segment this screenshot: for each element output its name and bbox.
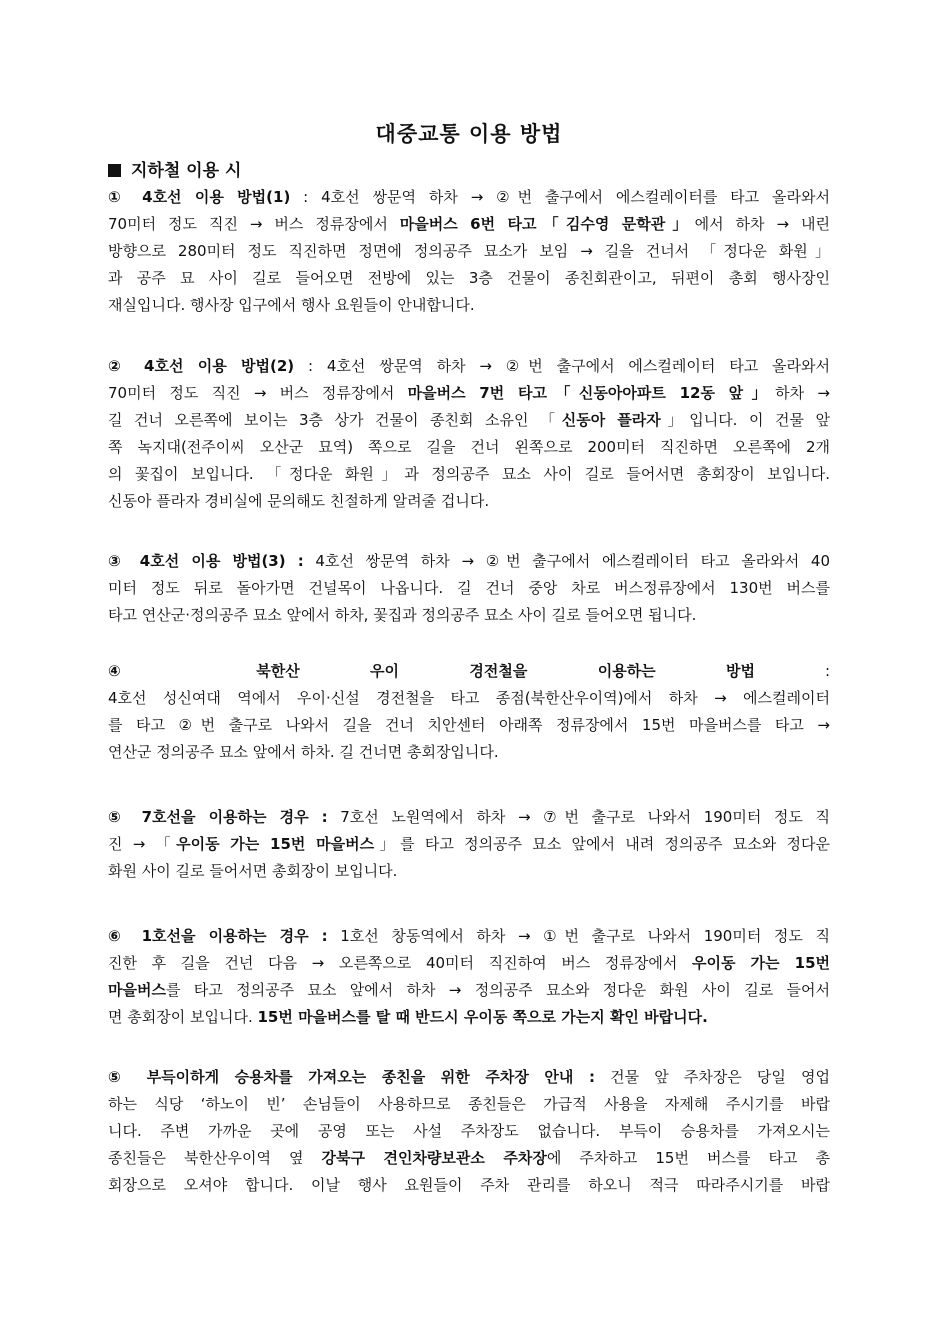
text-line [108, 739, 830, 766]
route-line4-method2 [108, 353, 830, 515]
text-run: 화원 사이 길로 들어서면 총회장이 보입니다. [108, 862, 398, 880]
text-line [108, 1145, 830, 1172]
text-run: 4호선 쌍문역 하차 → ②번 출구에서 에스컬레이터 타고 올라와서 40 [303, 552, 830, 570]
text-run: 70미터 정도 직진 → 버스 정류장에서 [108, 215, 400, 233]
text-line [108, 292, 830, 319]
text-run: 에서 하차 → 내린 [694, 215, 830, 233]
bold-text: 마을버스 [108, 981, 166, 999]
text-line [108, 685, 830, 712]
text-line [108, 1118, 830, 1145]
text-line [108, 658, 830, 685]
route-line7 [108, 804, 830, 885]
text-run: : [755, 662, 830, 680]
text-line [108, 1004, 830, 1031]
text-run: 미터 정도 뒤로 돌아가면 건널목이 나옵니다. 길 건너 중앙 차로 버스정류장에서 130번 버스를 [108, 579, 830, 597]
text-line [108, 831, 830, 858]
route-line1 [108, 923, 830, 1031]
text-run: 의 꽃집이 보입니다. 「정다운 화원」과 정의공주 묘소 사이 길로 들어서면 총회장이 보입니다. [108, 465, 830, 483]
text-line [108, 923, 830, 950]
text-line [108, 950, 830, 977]
text-run: 재실입니다. 행사장 입구에서 행사 요원들이 안내합니다. [108, 296, 475, 314]
text-run: : 4호선 쌍문역 하차 → ②번 출구에서 에스컬레이터를 타고 올라와서 [290, 188, 830, 206]
text-run: 」입니다. 이 건물 앞 [660, 411, 830, 429]
bold-text: ③ 4호선 이용 방법(3) : [108, 552, 304, 570]
text-line [108, 977, 830, 1004]
text-run: 길 건너 오른쪽에 보이는 3층 상가 건물이 종친회 소유인 「 [108, 411, 562, 429]
text-run: 건물 앞 주차장은 당일 영업 [594, 1068, 831, 1086]
text-run: : 4호선 쌍문역 하차 → ②번 출구에서 에스컬레이터 타고 올라와서 [294, 357, 830, 375]
text-run: 4호선 성신여대 역에서 우이·신설 경전철을 타고 종점(북한산우이역)에서 하차 → 에스컬레이터 [108, 689, 830, 707]
text-run: 쪽 녹지대(전주이씨 오산군 묘역) 쪽으로 길을 건너 왼쪽으로 200미터 직진하면 오른쪽에 2개 [108, 438, 830, 456]
text-line [108, 238, 830, 265]
text-line [108, 1172, 830, 1199]
text-run: 신동아 플라자 경비실에 문의해도 친절하게 알려줄 겁니다. [108, 492, 490, 510]
text-run: 회장으로 오셔야 합니다. 이날 행사 요원들이 주차 관리를 하오니 적극 따라주시기를 바랍 [108, 1176, 830, 1194]
text-line [108, 488, 830, 515]
text-line [108, 407, 830, 434]
bold-text: 우이동 가는 15번 [691, 954, 830, 972]
text-run: 하는 식당 ‘하노이 빈’ 손님들이 사용하므로 종친들은 가급적 사용을 자제해 주시기를 바랍 [108, 1095, 830, 1113]
bold-text: 우이동 가는 15번 마을버스 [176, 835, 375, 853]
text-line [108, 548, 830, 575]
parking-guide [108, 1064, 830, 1199]
text-line [108, 353, 830, 380]
bold-text: 마을버스 6번 타고「김수영 문학관」 [399, 215, 695, 233]
section-heading-label: 지하철 이용 시 [131, 161, 242, 181]
text-line [108, 184, 830, 211]
bold-text: ④ 북한산 우이 경전철을 이용하는 방법 [108, 662, 756, 680]
text-run: 를 타고 ②번 출구로 나와서 길을 건너 치안센터 아래쪽 정류장에서 15번 마을버스를 타고 → [108, 716, 830, 734]
text-line [108, 602, 830, 629]
text-run: 에 주차하고 15번 버스를 타고 총 [546, 1149, 830, 1167]
text-run: 면 총회장이 보입니다. [108, 1008, 258, 1026]
section-heading-subway [108, 156, 241, 181]
text-line [108, 1064, 830, 1091]
bold-text: ⑤ 7호선을 이용하는 경우 : [108, 808, 328, 826]
text-run: 연산군 정의공주 묘소 앞에서 하차. 길 건너면 총회장입니다. [108, 743, 499, 761]
text-run: 진 → 「 [108, 835, 177, 853]
square-bullet-icon [108, 164, 121, 177]
text-run: 하차 → [775, 384, 830, 402]
text-run: 종친들은 북한산우이역 옆 [108, 1149, 322, 1167]
text-line [108, 434, 830, 461]
text-run: 」를 타고 정의공주 묘소 앞에서 내려 정의공주 묘소와 정다운 [374, 835, 830, 853]
text-run: 방향으로 280미터 정도 직진하면 정면에 정의공주 묘소가 보임 → 길을 건너서 「정다운 화원」 [108, 242, 830, 260]
text-run: 70미터 정도 직진 → 버스 정류장에서 [108, 384, 408, 402]
text-run: 를 타고 정의공주 묘소 앞에서 하차 → 정의공주 묘소와 정다운 화원 사이 길로 들어서 [165, 981, 830, 999]
text-run: 7호선 노원역에서 하차 → ⑦번 출구로 나와서 190미터 정도 직 [327, 808, 830, 826]
route-ui-lightrail [108, 658, 830, 766]
bold-text: ② 4호선 이용 방법(2) [108, 357, 295, 375]
bold-text: 신동아 플라자 [561, 411, 661, 429]
bold-text: ① 4호선 이용 방법(1) [108, 188, 291, 206]
bold-text: 15번 마을버스를 탈 때 반드시 우이동 쪽으로 가는지 확인 바랍니다. [257, 1008, 708, 1026]
bold-text: ⑤ 부득이하게 승용차를 가져오는 종친을 위한 주차장 안내 : [108, 1068, 595, 1086]
text-line [108, 461, 830, 488]
text-line [108, 804, 830, 831]
text-run: 타고 연산군·정의공주 묘소 앞에서 하차, 꽃집과 정의공주 묘소 사이 길로 들어오면 됩니다. [108, 606, 697, 624]
text-run: 니다. 주변 가까운 곳에 공영 또는 사설 주차장도 없습니다. 부득이 승용차를 가져오시는 [108, 1122, 830, 1140]
route-line4-method3 [108, 548, 830, 629]
text-line [108, 712, 830, 739]
bold-text: ⑥ 1호선을 이용하는 경우 : [108, 927, 328, 945]
text-run: 1호선 창동역에서 하차 → ①번 출구로 나와서 190미터 정도 직 [327, 927, 830, 945]
text-line [108, 575, 830, 602]
text-line [108, 858, 830, 885]
text-run: 과 공주 묘 사이 길로 들어오면 전방에 있는 3층 건물이 종친회관이고, 뒤편이 총회 행사장인 [108, 269, 830, 287]
bold-text: 마을버스 7번 타고「신동아아파트 12동 앞」 [407, 384, 776, 402]
text-line [108, 211, 830, 238]
text-line [108, 265, 830, 292]
document-title: 대중교통 이용 방법 [375, 122, 563, 146]
text-line [108, 1091, 830, 1118]
text-line [108, 380, 830, 407]
text-run: 진한 후 길을 건넌 다음 → 오른쪽으로 40미터 직진하여 버스 정류장에서 [108, 954, 692, 972]
bold-text: 강북구 견인차량보관소 주차장 [321, 1149, 547, 1167]
route-line4-method1 [108, 184, 830, 319]
